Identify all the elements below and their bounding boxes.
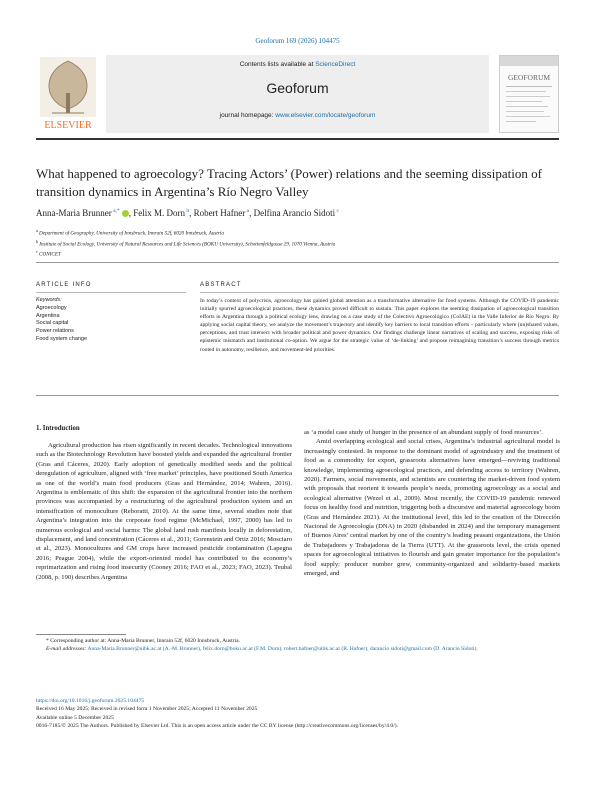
divider — [36, 395, 559, 396]
author-list: Anna-Maria Brunner $^{a,*}$ , Felix M. Dorn $^b$, Robert Hafner $^a$, Delfina Arancio Sidoti $^c$ — [36, 208, 339, 218]
author-affiliation-marker: c — [335, 208, 339, 214]
email-links[interactable]: Anna-Maria.Brunner@uibk.ac.at (A.-M. Brunner), felix.dorn@boku.ac.at (F.M. Dorn), robert.hafner@uibk.ac.at (R. Hafner), darancio sidoti@gmail.com (D. Arancio Sidoti). — [87, 646, 478, 652]
divider — [200, 292, 559, 293]
keyword: Social capital — [36, 320, 69, 327]
divider — [36, 262, 559, 263]
journal-cover-image — [499, 55, 559, 133]
header-divider — [36, 138, 559, 140]
email-addresses: E-mail addresses: Anna-Maria.Brunner@uibk.ac.at (A.-M. Brunner), felix.dorn@boku.ac.at (F.M. Dorn), robert.hafner@uibk.ac.at (R. Hafner), darancio sidoti@gmail.com (D. Arancio Sidoti). — [46, 646, 478, 652]
author-name[interactable]: Anna-Maria Brunner — [36, 208, 112, 218]
affiliation-line: $^c$ CONICET — [36, 249, 61, 259]
article-metadata — [36, 697, 559, 731]
footnotes — [36, 637, 559, 653]
license-line: 0016-7185/© 2025 The Authors. Published by Elsevier Ltd. This is an open access article under the CC BY license (http://creativecommons.org/licenses/by/4.0/). — [36, 723, 398, 730]
journal-title: Geoforum — [266, 80, 329, 96]
affiliations — [36, 227, 335, 259]
author-affiliation-marker: a — [245, 208, 250, 214]
journal-header — [36, 55, 559, 133]
contents-line: Contents lists available at ScienceDirect — [239, 61, 356, 68]
orcid-icon[interactable] — [122, 210, 129, 217]
sciencedirect-link[interactable]: ScienceDirect — [315, 61, 356, 68]
section-heading: 1. Introduction — [36, 425, 80, 432]
affiliation-line: $^b$ Institute of Social Ecology, University of Natural Resources and Life Sciences (BOKU University), Schottenfeldgasse 29, 1070 Vienna, Austria — [36, 238, 336, 248]
author-affiliation-marker: b — [184, 208, 190, 214]
header-center-box — [106, 55, 489, 133]
keywords-title: Keywords: — [36, 297, 62, 303]
keywords-list — [36, 305, 87, 344]
abstract-text: In today’s context of polycrisis, agroecology has gained global attention as a transformative alternative for food systems. Although the COVID-19 pandemic initially spurred agroecological practices, these dynamics proved difficult to sustain. This paper explores the seeming dissipation of agroecological transition efforts in Argentina through a political ecology lens, drawing on a case study of the Colectivo Agroecológico (CoIAE) in the Valle Inferior de Río Negro. By applying social capital theory, we analyze the movement’s trajectory and identify key barriers to local transition efforts – particularly where (un)shared values, perceptions, and trust intersect with broader political and power dynamics. Our findings challenge linear narratives of scaling and success, exposing risks of epistemic mismatch and institutional co-option. We argue for the strategic value of ‘de-linking’ and propose reimagining transition’s success through metrics rooted in autonomy, resilience, and movement-led priorities. — [200, 298, 559, 353]
cover-title: GEOFORUM — [507, 73, 551, 82]
body-column-left — [36, 441, 292, 582]
homepage-link[interactable]: www.elsevier.com/locate/geoforum — [275, 112, 376, 119]
author-name[interactable]: Felix M. Dorn — [133, 208, 185, 218]
body-paragraph: as ‘a model case study of hunger in the presence of an abundant supply of food resources’. — [304, 429, 543, 436]
journal-citation-line[interactable]: Geoforum 169 (2026) 104475 — [255, 37, 340, 45]
body-paragraph: Amid overlapping ecological and social crises, Argentina’s industrial agricultural model is increasingly contested. In response to the dominant model of agroindustry and the treatment of food as a commodity for export, grassroots alternatives have emerged—reviving traditional knowledge, implementing agroecological practices, and defending access to territory (Wahren, 2020). Farmers, social movements, and scientists are countering the market-driven food system with proposals that reorient it towards people’s needs, promoting agroecology as a social and ecological alternative (Wezel et al., 2009). Most recently, the COVID-19 pandemic renewed focus on healthy food and nutrition, triggering both a discursive and material agroecology boom (Gras and Hernández 2021). At the institutional level, this led to the creation of the Dirección Nacional de Agroecología (DNA) in 2020 (disbanded in 2024) and the temporary management of Buenos Aires’ central market by one of the country’s leading peasant organizations, the Unión de Trabajadores y Trabajadoras de la Tierra (UTT). At the grassroots level, the crisis opened spaces for agroecological initiatives to flourish and gain greater importance for the population’s food supply: producer number grew, community-organized and solidarity-based markets emerged, and — [304, 438, 560, 578]
footnote-divider — [36, 634, 126, 635]
available-online: Available online 5 December 2025 — [36, 714, 114, 721]
article-title: What happened to agroecology? Tracing Actors’ (Power) relations and the seeming dissipation of transition dynamics in Argentina’s Río Negro Valley — [36, 166, 542, 199]
received-dates: Received 16 May 2025; Received in revised form 1 November 2025; Accepted 11 November 2025 — [36, 706, 258, 713]
keyword: Power relations — [36, 328, 74, 335]
elsevier-wordmark: ELSEVIER — [44, 120, 92, 131]
body-column-right — [304, 428, 560, 579]
keyword: Argentina — [36, 312, 60, 319]
corresponding-author-note: * Corresponding author at: Anna-Maria Brunner, Innrain 52f, 6020 Innsbruck, Austria. — [46, 638, 240, 644]
author-affiliation-marker: a,* — [111, 208, 120, 214]
doi-link[interactable]: https://doi.org/10.1016/j.geoforum.2025.104475 — [36, 698, 145, 704]
abstract-heading: ABSTRACT — [200, 282, 242, 288]
article-info-heading: ARTICLE INFO — [36, 282, 92, 288]
keyword: Agroecology — [36, 304, 67, 311]
elsevier-logo — [36, 55, 100, 133]
affiliation-line: $^a$ Department of Geography, University of Innsbruck, Innrain 52f, 6020 Innsbruck, Austria — [36, 228, 224, 237]
homepage-line: journal homepage: www.elsevier.com/locate/geoforum — [219, 112, 376, 119]
author-name[interactable]: Delfina Arancio Sidoti — [253, 208, 336, 218]
keyword: Food system change — [36, 335, 88, 342]
author-name[interactable]: Robert Hafner — [193, 208, 246, 218]
keywords-block — [36, 297, 87, 344]
body-paragraph: Agricultural production has risen significantly in recent decades. Technological innovations such as the Biotechnology Revolution have boosted yields and expanded the agricultural frontier (Gras and Cáceres, 2020). Early adoption of genetically modified seeds and the political deregulation of agriculture, aligned with ‘free market’ principles, have positioned South America as one of the world’s main food producers (Gras and Hernández, 2014; Wahren, 2016). Argentina is emblematic of this shift: the expansion of the agricultural frontier into the northern provinces was accompanied by a restructuring of the agricultural production system and an intensification of monoculture (Reboratti, 2010). At the same time, several studies note that Argentina’s integration into the corporate food regime (McMichael, 1997, 2000) has led to numerous ecological and social harms: The global land rush manifests locally in deforestation, displacement, and land concentration (Cáceres et al., 2011; Gorenstein and Ortiz 2016; Mosciaro et al., 2023). Monocultures and GM crops have increased pesticide contamination (Lapegna 2016; Peague 2004), while the export-oriented model has contributed to the economy’s reprimarization and rising food insecurity (Cooney 2016; FAO et al., 2023; FAO, 2023). Teubal (2008, p. 190) describes Argentina — [36, 442, 292, 581]
divider — [36, 292, 186, 293]
